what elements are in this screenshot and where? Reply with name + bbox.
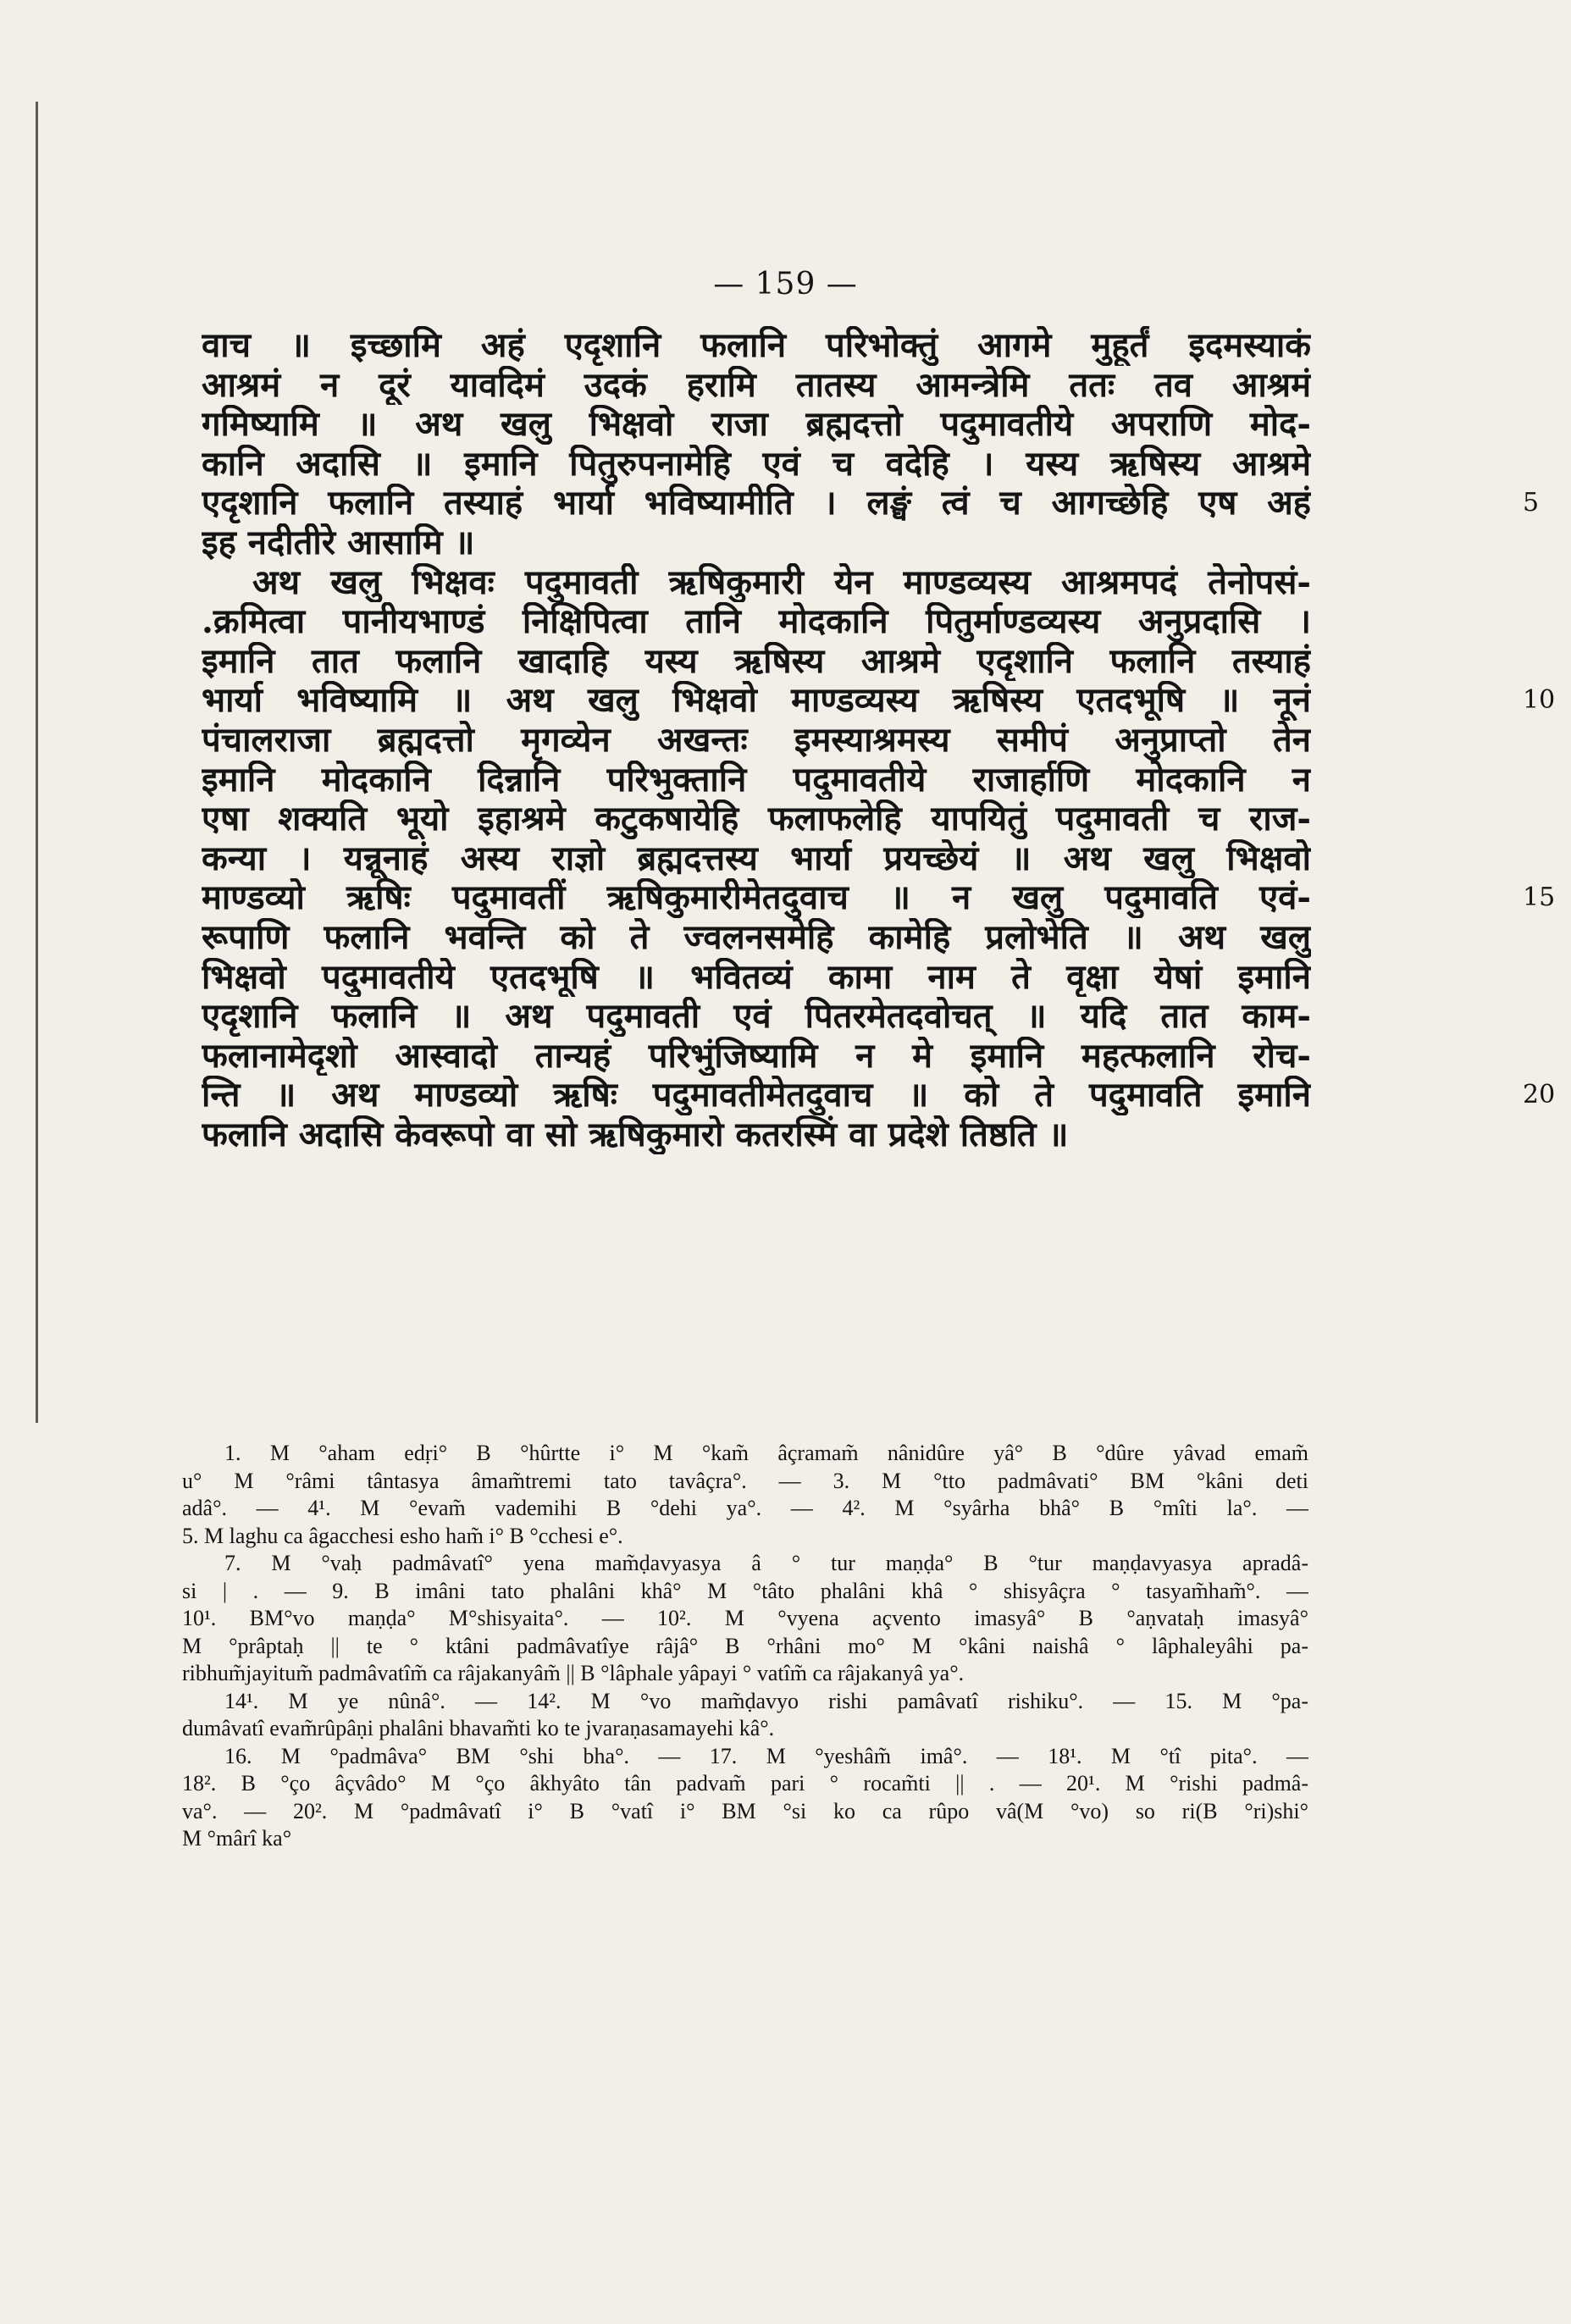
text-line-content: अथ खलु भिक्षवः पदुमावती ऋषिकुमारी येन माण्डव्यस्य आश्रमपदं तेनोपसं- <box>252 562 1311 602</box>
text-line <box>202 761 1311 800</box>
text-line-content: वाच ॥ इच्छामि अहं एदृशानि फलानि परिभोक्तुं आगमे मुहूर्तं इदमस्याकं <box>202 326 1311 365</box>
text-line-content: एदृशानि फलानि ॥ अथ पदुमावती एवं पितरमेतदवोचत् ॥ यदि तात काम- <box>202 997 1311 1037</box>
footnote-line: va°. — 20². M °padmâvatî i° B °vatî i° BM °si ko ca rûpo vâ(M °vo) so ri(B °ri)shi° <box>182 1798 1308 1823</box>
text-line <box>202 918 1311 958</box>
text-line <box>202 366 1311 406</box>
footnote-line: M °prâptaḥ || te ° ktâni padmâvatîye râjâ° B °rhâni mo° M °kâni naishâ ° lâphaleyâhi pa- <box>182 1633 1308 1658</box>
footnote-line: 10¹. BM°vo maṇḍa° M°shisyaita°. — 10². M °vyena açvento imasyâ° B °aṇvataḥ imasyâ° <box>182 1606 1308 1630</box>
footnote-line: u° M °râmi tântasya âmam̃tremi tato tavâçra°. — 3. M °tto padmâvati° BM °kâni deti <box>182 1468 1308 1493</box>
text-line <box>202 405 1311 445</box>
page-number: — 159 — <box>713 267 858 302</box>
text-line-content: आश्रमं न दूरं यावदिमं उदकं हरामि तातस्य आमन्त्रेमि ततः तव आश्रमं <box>202 365 1311 405</box>
text-line <box>202 800 1311 839</box>
text-line-content: इमानि मोदकानि दिन्नानि परिभुक्तानि पदुमावतीये राजार्हाणि मोदकानि न <box>202 760 1311 800</box>
text-line-content: न्ति ॥ अथ माण्डव्यो ऋषिः पदुमावतीमेतदुवाच ॥ को ते पदुमावति इमानि <box>202 1076 1311 1115</box>
text-line-content: इह नदीतीरे आसामि ॥ <box>202 523 475 562</box>
footnote-line: adâ°. — 4¹. M °evam̃ vademihi B °dehi ya°. — 4². M °syârha bhâ° B °mîti la°. — <box>182 1496 1308 1520</box>
text-line-content: एदृशानि फलानि तस्याहं भार्या भविष्यामीति । लङ्घं त्वं च आगच्छेहि एष अहं <box>202 484 1311 523</box>
footnote-line: 16. M °padmâva° BM °shi bha°. — 17. M °yeshâm̃ imâ°. — 18¹. M °tî pita°. — <box>224 1743 1308 1768</box>
text-line-content: फलानामेदृशो आस्वादो तान्यहं परिभुंजिष्यामि न मे इमानि महत्फलानि रोच- <box>202 1036 1311 1076</box>
text-line-content: माण्डव्यो ऋषिः पदुमावतीं ऋषिकुमारीमेतदुवाच ॥ न खलु पदुमावति एवं- <box>202 878 1311 918</box>
text-line <box>202 1115 1311 1155</box>
text-line-content: एषा शक्यति भूयो इहाश्रमे कटुकषायेहि फलाफलेहि यापयितुं पदुमावती च राज- <box>202 800 1311 839</box>
text-line-content: पंचालराजा ब्रह्मदत्तो मृगव्येन अखन्तः इमस्याश्रमस्य समीपं अनुप्राप्तो तेन <box>202 720 1311 760</box>
footnote-line: dumâvatî evam̃rûpâṇi phalâni bhavam̃ti ko te jvaraṇasamayehi kâ°. <box>182 1716 775 1740</box>
text-line <box>202 642 1311 682</box>
line-number: 10 <box>1523 685 1556 716</box>
footnote-line: ribhum̃jayitum̃ padmâvatîm̃ ca râjakanyâm̃ || B °lâphale yâpayi ° vatîm̃ ca râjakanyâ ya°. <box>182 1661 965 1685</box>
text-line-content: भार्या भविष्यामि ॥ अथ खलु भिक्षवो माण्डव्यस्य ऋषिस्य एतदभूषि ॥ नूनं <box>202 681 1311 721</box>
footnote-line: 5. M laghu ca âgacchesi esho ham̃ i° B °cchesi e°. <box>182 1523 623 1548</box>
text-line <box>202 523 1311 563</box>
main-text-block <box>202 326 1556 1154</box>
footnote-line: 14¹. M ye nûnâ°. — 14². M °vo mam̃ḍavyo rishi pamâvatî rishiku°. — 15. M °pa- <box>224 1688 1308 1713</box>
text-line <box>202 958 1311 998</box>
text-line <box>202 997 1311 1037</box>
text-line <box>202 602 1311 642</box>
text-line <box>202 484 1311 523</box>
text-line <box>202 445 1311 484</box>
footnote-line: 1. M °aham edṛi° B °hûrtte i° M °kam̃ âçramam̃ nânidûre yâ° B °dûre yâvad emam̃ <box>224 1441 1308 1465</box>
text-line <box>202 839 1311 879</box>
text-line <box>202 878 1311 918</box>
footnote-line: 7. M °vaḥ padmâvatî° yena mam̃ḍavyasya â ° tur maṇḍa° B °tur maṇḍavyasya apradâ- <box>224 1551 1308 1575</box>
text-line <box>202 1076 1311 1115</box>
text-line-content: फलानि अदासि केवरूपो वा सो ऋषिकुमारो कतरस्मिं वा प्रदेशे तिष्ठति ॥ <box>202 1115 1069 1154</box>
text-line <box>202 681 1311 721</box>
line-number: 5 <box>1523 488 1540 518</box>
text-line <box>202 721 1311 761</box>
footnote-line: si | . — 9. B imâni tato phalâni khâ° M °tâto phalâni khâ ° shisyâçra ° tasyam̃ham̃°. — <box>182 1578 1308 1603</box>
text-line-content: भिक्षवो पदुमावतीये एतदभूषि ॥ भवितव्यं कामा नाम ते वृक्षा येषां इमानि <box>202 957 1311 997</box>
line-number: 20 <box>1523 1080 1556 1110</box>
text-line-content: कन्या । यन्नूनाहं अस्य राज्ञो ब्रह्मदत्तस्य भार्या प्रयच्छेयं ॥ अथ खलु भिक्षवो <box>202 838 1311 878</box>
line-number: 15 <box>1523 883 1556 913</box>
text-line <box>202 326 1311 366</box>
text-line-content: इमानि तात फलानि खादाहि यस्य ऋषिस्य आश्रमे एदृशानि फलानि तस्याहं <box>202 641 1311 681</box>
footnotes-block <box>182 1440 1308 1853</box>
text-line-content: कानि अदासि ॥ इमानि पितुरुपनामेहि एवं च वदेहि । यस्य ऋषिस्य आश्रमे <box>202 444 1311 484</box>
text-line-content: रूपाणि फलानि भवन्ति को ते ज्वलनसमेहि कामेहि प्रलोभेति ॥ अथ खलु <box>202 917 1311 957</box>
text-line-content: गमिष्यामि ॥ अथ खलु भिक्षवो राजा ब्रह्मदत्तो पदुमावतीये अपराणि मोद- <box>202 405 1311 445</box>
footnote-line: 18². B °ço âçvâdo° M °ço âkhyâto tân padvam̃ pari ° rocam̃ti || . — 20¹. M °rishi padmâ- <box>182 1771 1308 1796</box>
footnote-line: M °mârî ka° <box>182 1826 292 1851</box>
text-line <box>202 563 1311 603</box>
text-line <box>202 1037 1311 1076</box>
text-line-content: .क्रमित्वा पानीयभाण्डं निक्षिपित्वा तानि मोदकानि पितुर्माण्डव्यस्य अनुप्रदासि । <box>202 602 1311 642</box>
